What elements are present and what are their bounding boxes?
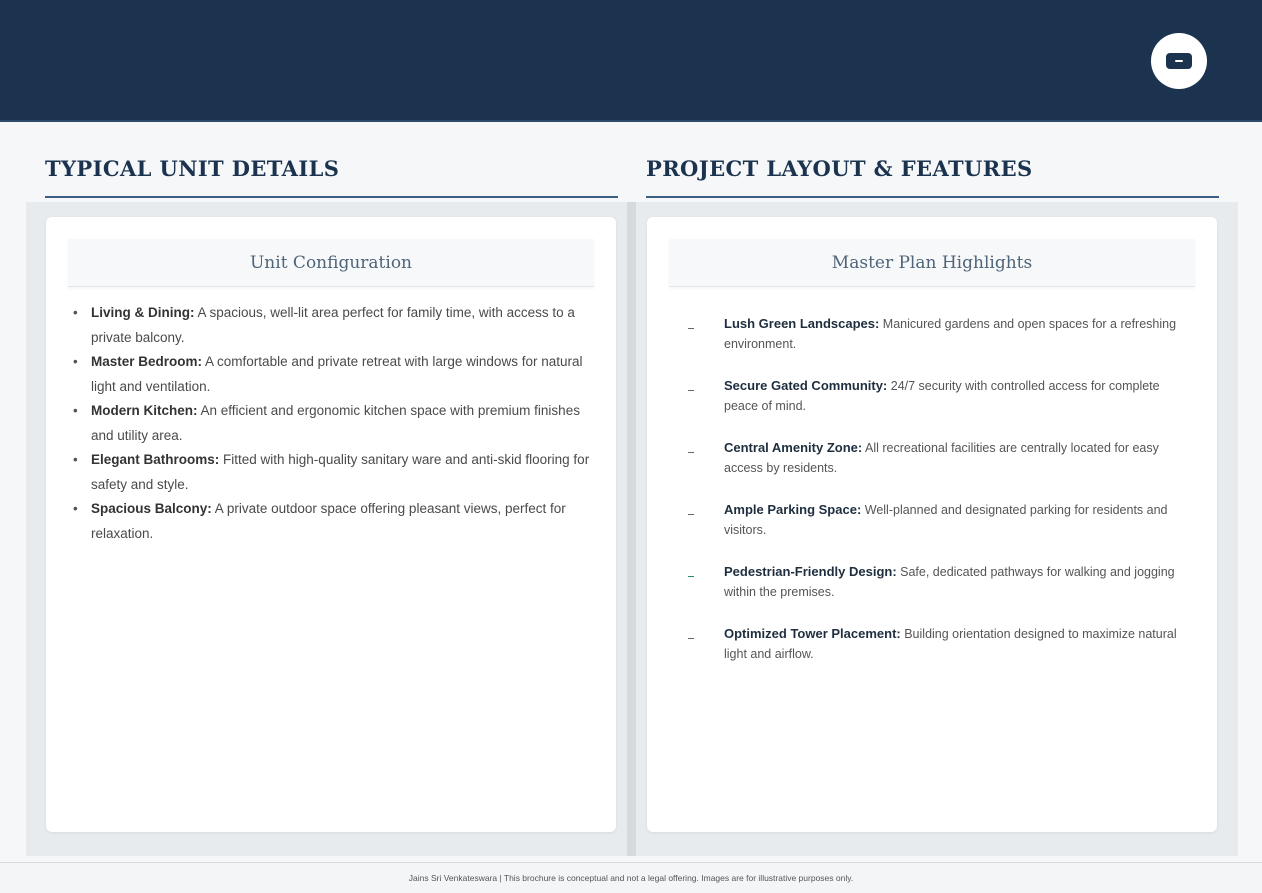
dash-icon [688,390,694,391]
section-rule-left [45,196,618,198]
master-plan-card [647,217,1217,832]
item-text: A comfortable and private retreat with large windows for natural light and ventilation. [91,354,583,394]
list-item [73,301,603,350]
item-text: An efficient and ergonomic kitchen space with premium finishes and utility area. [91,403,580,443]
list-item [73,448,603,497]
feature-label: Secure Gated Community: [724,378,888,393]
section-title-project-layout: PROJECT LAYOUT & FEATURES [646,156,1033,181]
feature-label: Pedestrian-Friendly Design: [724,564,897,579]
list-item [73,497,603,546]
master-plan-heading: Master Plan Highlights [669,239,1195,287]
brand-logo-icon [1166,53,1192,69]
feature-item [647,626,1217,675]
section-rule-right [646,196,1219,198]
feature-label: Ample Parking Space: [724,502,862,517]
section-title-unit-details: TYPICAL UNIT DETAILS [45,156,340,181]
item-label: Living & Dining: [91,305,195,320]
item-label: Elegant Bathrooms: [91,452,220,467]
feature-item [647,564,1217,613]
feature-text: Well-planned and designated parking for residents and visitors. [724,503,1168,537]
feature-label: Central Amenity Zone: [724,440,863,455]
bullet-icon: • [73,354,78,369]
list-item [73,399,603,448]
bullet-icon: • [73,403,78,418]
bullet-icon: • [73,501,78,516]
feature-text: Manicured gardens and open spaces for a refreshing environment. [724,317,1177,351]
feature-label: Lush Green Landscapes: [724,316,880,331]
feature-item [647,378,1217,427]
feature-item [647,316,1217,365]
unit-configuration-card [46,217,616,832]
item-text: A private outdoor space offering pleasant views, perfect for relaxation. [91,501,566,541]
item-label: Modern Kitchen: [91,403,198,418]
feature-text: Building orientation designed to maximize natural light and airflow. [724,627,1177,661]
dash-icon [688,328,694,329]
bullet-icon: • [73,305,78,320]
feature-item [647,440,1217,489]
feature-label: Optimized Tower Placement: [724,626,901,641]
feature-item [647,502,1217,551]
list-item [73,350,603,399]
footer-disclaimer: Jains Sri Venkateswara | This brochure is conceptual and not a legal offering. Images are for illustrative purposes only. [0,862,1262,893]
dash-icon [688,638,694,639]
dash-icon [688,576,694,577]
bullet-icon: • [73,452,78,467]
item-label: Spacious Balcony: [91,501,212,516]
unit-configuration-heading: Unit Configuration [68,239,594,287]
feature-text: 24/7 security with controlled access for complete peace of mind. [724,379,1160,413]
header-bar [0,0,1262,122]
feature-text: Safe, dedicated pathways for walking and jogging within the premises. [724,565,1175,599]
column-divider [627,202,636,856]
dash-icon [688,452,694,453]
unit-configuration-list [73,301,603,546]
item-text: A spacious, well-lit area perfect for family time, with access to a private balcony. [91,305,575,345]
item-text: Fitted with high-quality sanitary ware and anti-skid flooring for safety and style. [91,452,590,492]
item-label: Master Bedroom: [91,354,203,369]
feature-text: All recreational facilities are centrally located for easy access by residents. [724,441,1159,475]
dash-icon [688,514,694,515]
